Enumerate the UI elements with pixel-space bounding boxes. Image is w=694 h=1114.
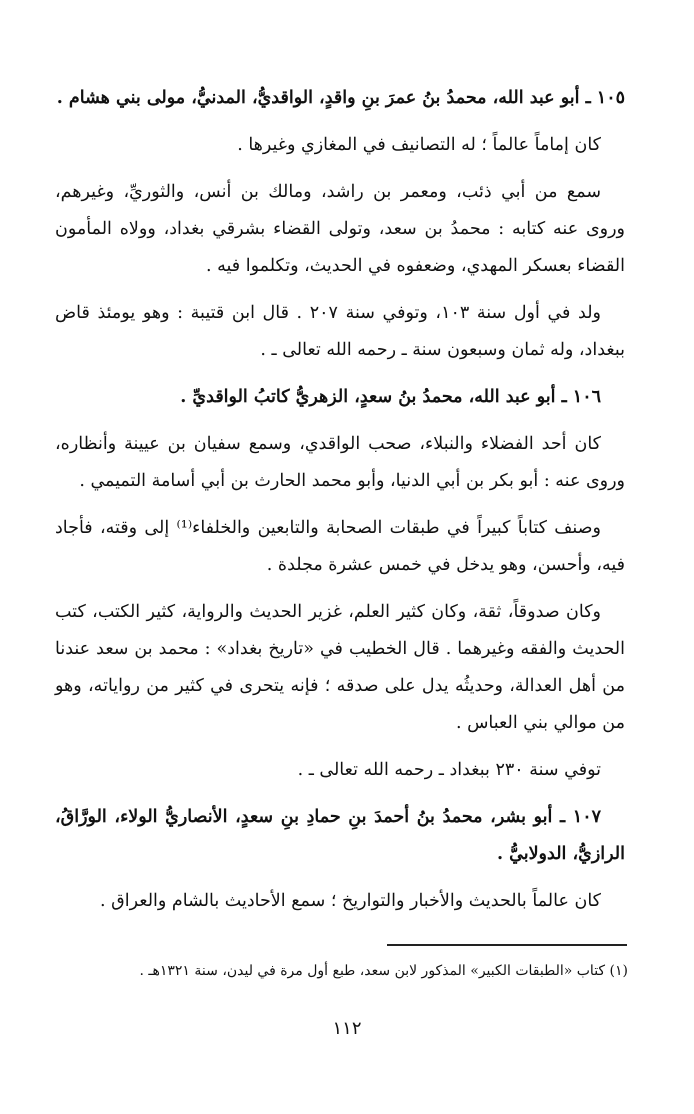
paragraph: وكان صدوقاً، ثقة، وكان كثير العلم، غزير الحديث والرواية، كثير الكتب، كتب الحديث والفقه وغيرهما . قال الخطيب في «تاريخ بغداد» : محمد بن سعد عندنا من أهل العدالة، وحديثُه يدل على صدقه ؛ فإنه يتحرى في كثير من رواياته، وهو من موالي بني العباس . xyxy=(55,602,625,733)
paragraph: كان عالماً بالحديث والأخبار والتواريخ ؛ سمع الأحاديث بالشام والعراق . xyxy=(100,891,601,911)
paragraph: ولد في أول سنة ١٠٣، وتوفي سنة ٢٠٧ . قال ابن قتيبة : وهو يومئذ قاض ببغداد، وله ثمان وسبعون سنة ـ رحمه الله تعالى ـ . xyxy=(55,303,625,360)
entry-106-heading: ١٠٦ ـ أبو عبد الله، محمدُ بنُ سعدٍ، الزهريُّ كاتبُ الواقديِّ . xyxy=(180,387,601,407)
entry-107-heading: ١٠٧ ـ أبو بشر، محمدُ بنُ أحمدَ بنِ حمادِ بنِ سعدٍ، الأنصاريُّ الولاء، الورَّاقُ، الرازيُّ، الدولابيُّ . xyxy=(55,807,625,864)
paragraph: توفي سنة ٢٣٠ ببغداد ـ رحمه الله تعالى ـ . xyxy=(297,760,601,780)
entry-105-heading: ١٠٥ ـ أبو عبد الله، محمدُ بنُ عمرَ بنِ واقدٍ، الواقديُّ، المدنيُّ، مولى بني هشام . xyxy=(56,88,625,108)
paragraph: كان أحد الفضلاء والنبلاء، صحب الواقدي، وسمع سفيان بن عيينة وأنظاره، وروى عنه : أبو بكر بن أبي الدنيا، وأبو محمد الحارث بن أبي أسامة التميمي . xyxy=(55,434,625,491)
footnote: (١) كتاب «الطبقات الكبير» المذكور لابن سعد، طبع أول مرة في ليدن، سنة ١٣٢١هـ . xyxy=(139,963,628,979)
paragraph: سمع من أبي ذئب، ومعمر بن راشد، ومالك بن أنس، والثوريِّ، وغيرهم، وروى عنه كتابه : محمدُ بن سعد، وتولى القضاء بشرقي بغداد، وولاه المأمون القضاء بعسكر المهدي، وضعفوه في الحديث، وتكلموا فيه . xyxy=(55,182,625,276)
paragraph: وصنف كتاباً كبيراً في طبقات الصحابة والتابعين والخلفاء⁽¹⁾ إلى وقته، فأجاد فيه، وأحسن، وهو يدخل في خمس عشرة مجلدة . xyxy=(55,518,625,575)
paragraph: كان إماماً عالماً ؛ له التصانيف في المغازي وغيرها . xyxy=(237,135,601,155)
main-text xyxy=(55,80,625,930)
page-number: ١١٢ xyxy=(332,1018,362,1039)
footnote-separator xyxy=(387,944,627,946)
